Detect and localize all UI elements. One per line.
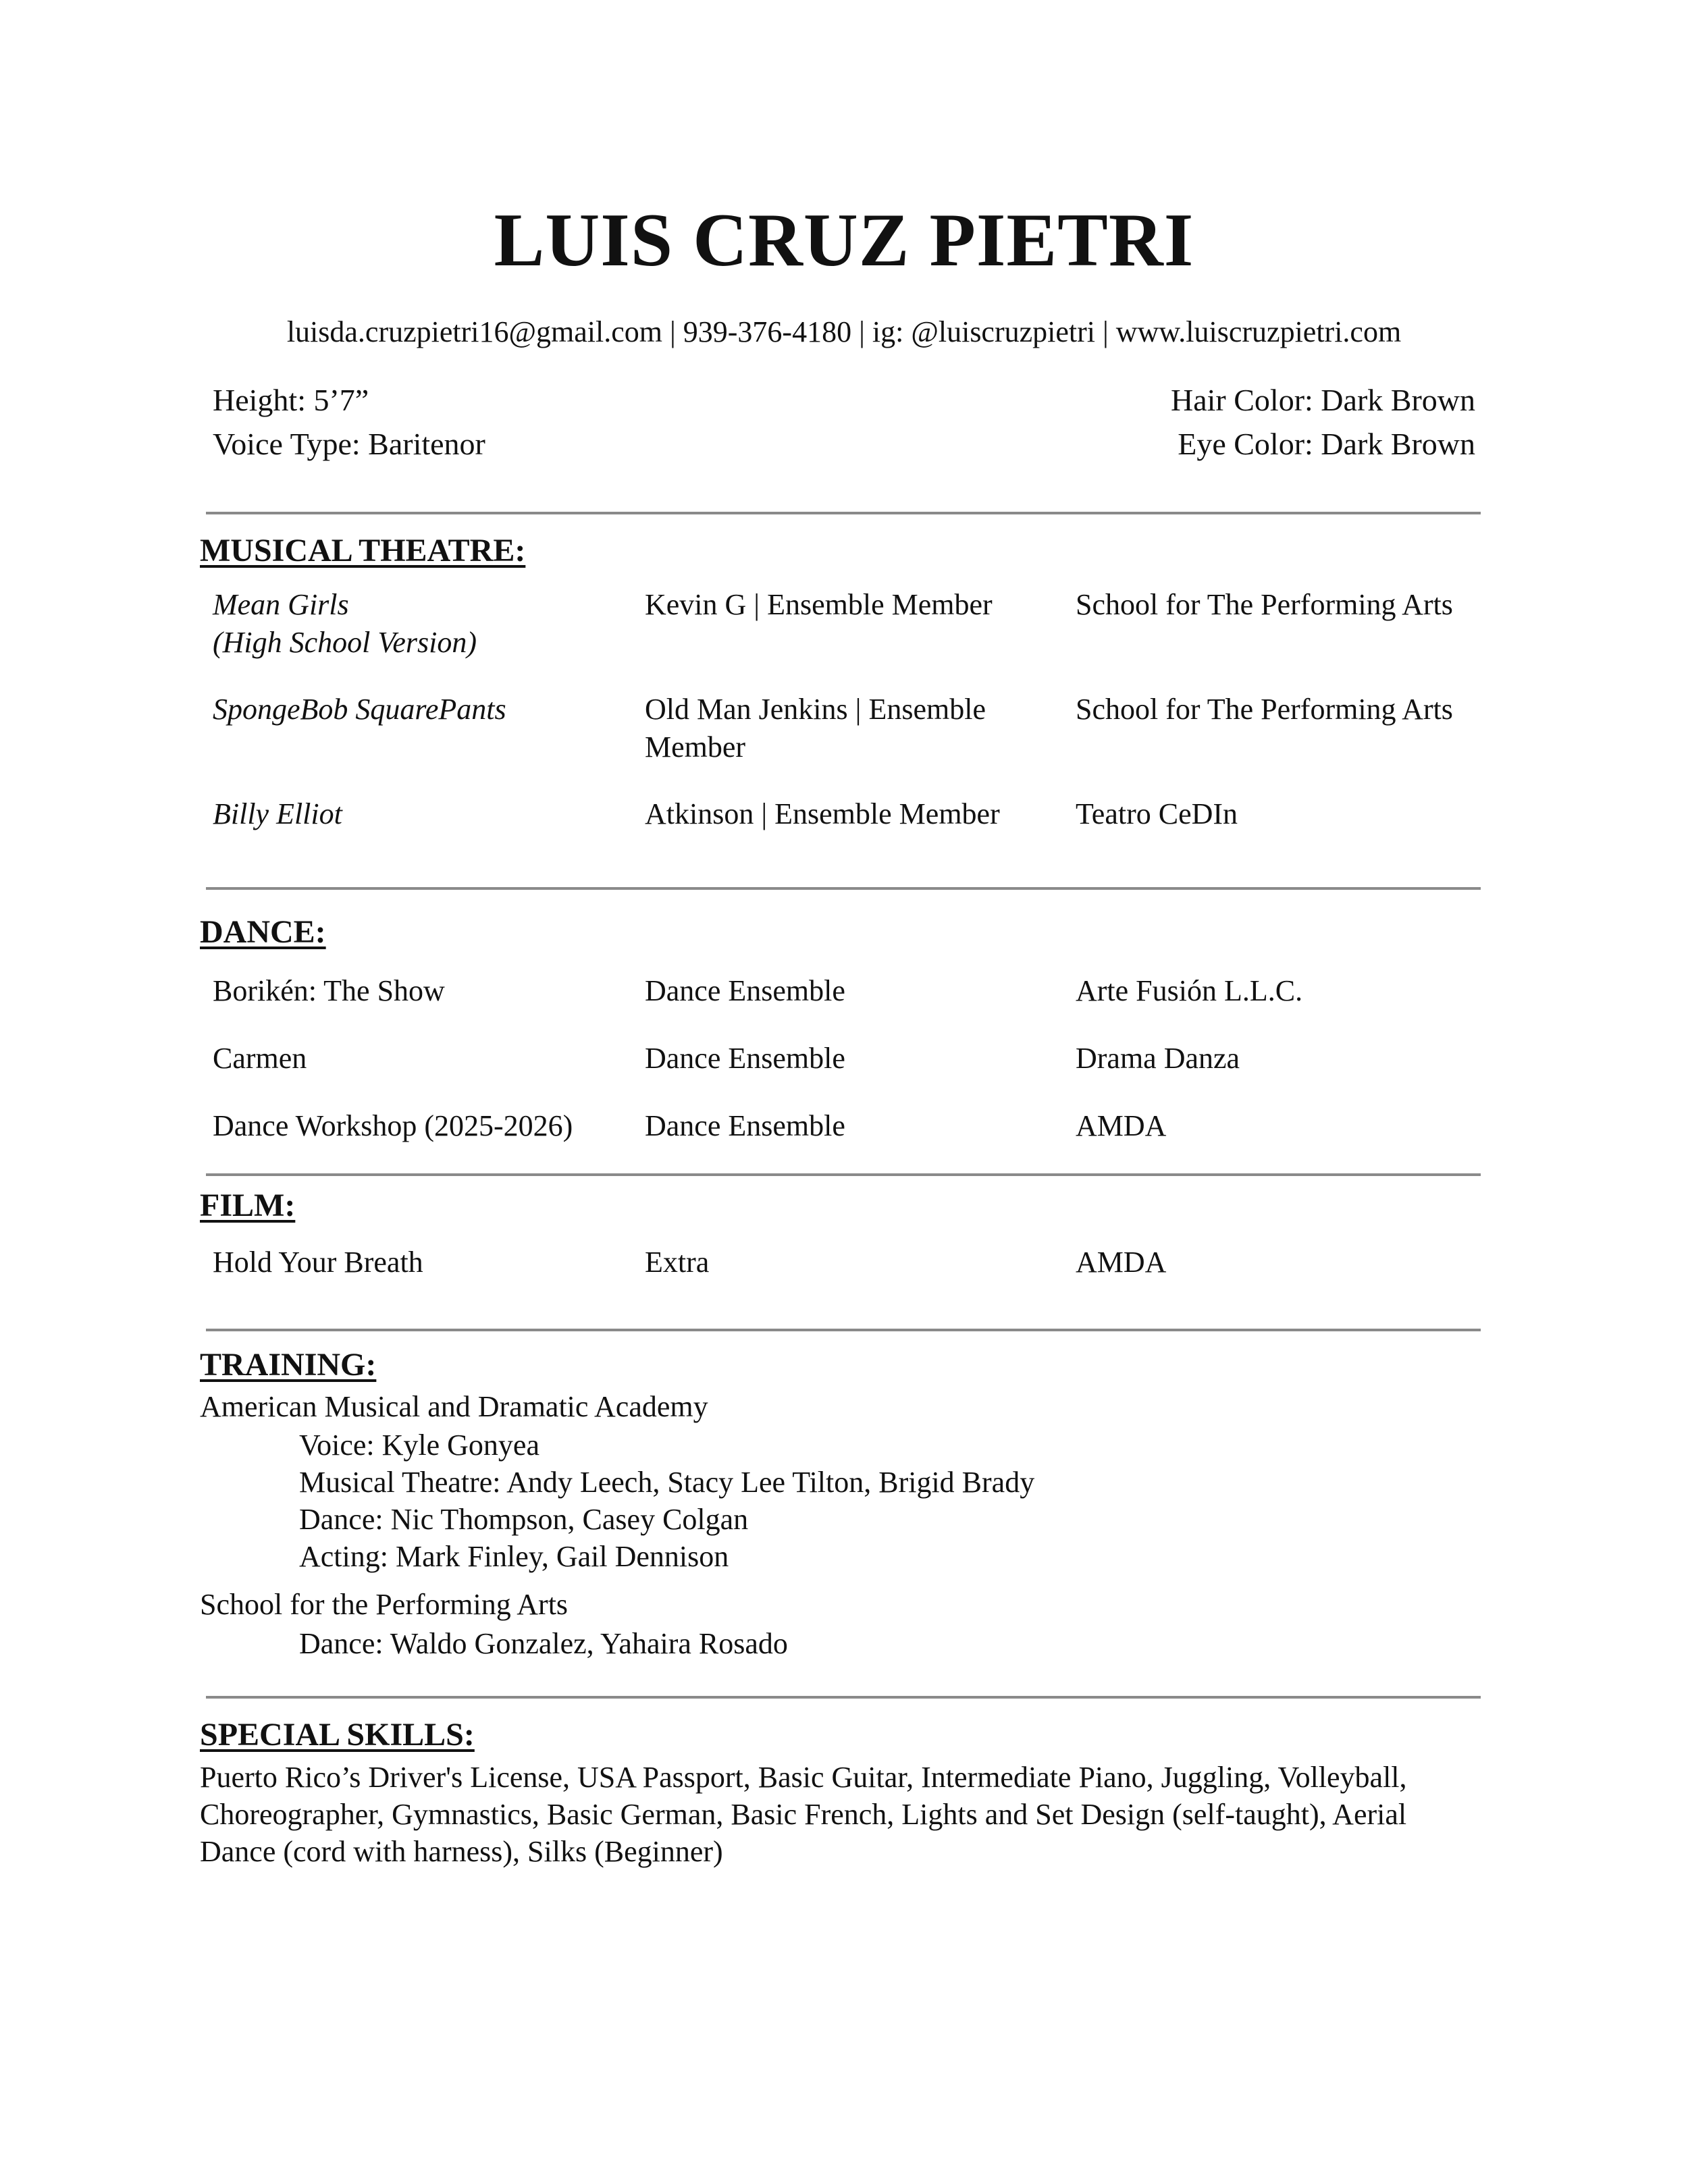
dance-heading: DANCE: [200, 914, 326, 950]
section-divider [206, 1173, 1481, 1176]
actor-name: LUIS CRUZ PIETRI [494, 198, 1194, 282]
voice-type-stat: Voice Type: Baritenor [213, 427, 485, 461]
credit-title: Billy Elliot [213, 797, 342, 830]
musical-theatre-heading: MUSICAL THEATRE: [200, 533, 526, 568]
training-item: Voice: Kyle Gonyea [299, 1429, 539, 1462]
credit-venue: AMDA [1076, 1246, 1167, 1279]
training-heading: TRAINING: [200, 1347, 377, 1383]
section-divider [206, 1696, 1481, 1699]
credit-venue: School for The Performing Arts [1076, 693, 1453, 726]
credit-venue: Drama Danza [1076, 1042, 1240, 1075]
training-item: Acting: Mark Finley, Gail Dennison [299, 1540, 729, 1573]
special-skills-text: Puerto Rico’s Driver's License, USA Passport, Basic Guitar, Intermediate Piano, Juggling, Volleyball, Choreographer, Gymnastics, Basic German, Basic French, Lights and Set Design (self-taught), Aerial Dance (cord with harness), Silks (Beginner) [200, 1761, 1407, 1868]
credit-role: Old Man Jenkins | Ensemble Member [645, 693, 986, 764]
credit-venue: School for The Performing Arts [1076, 588, 1453, 621]
credit-role: Dance Ensemble [645, 1042, 845, 1075]
credit-role: Atkinson | Ensemble Member [645, 797, 1000, 830]
credit-title [213, 586, 618, 662]
credit-role: Dance Ensemble [645, 1109, 845, 1142]
section-divider [206, 1329, 1481, 1331]
credit-title: Borikén: The Show [213, 974, 445, 1007]
credit-title: Hold Your Breath [213, 1246, 423, 1279]
show-subtitle: (High School Version) [213, 626, 477, 659]
section-divider [206, 512, 1481, 514]
show-title: Mean Girls [213, 588, 349, 621]
credit-title: Carmen [213, 1042, 307, 1075]
eye-color-stat: Eye Color: Dark Brown [1178, 427, 1475, 461]
height-stat: Height: 5’7” [213, 383, 369, 417]
training-school: American Musical and Dramatic Academy [200, 1390, 708, 1423]
credit-role: Kevin G | Ensemble Member [645, 588, 993, 621]
film-heading: FILM: [200, 1188, 296, 1223]
credit-title: Dance Workshop (2025-2026) [213, 1109, 573, 1142]
credit-title: SpongeBob SquarePants [213, 693, 506, 726]
credit-role: Extra [645, 1246, 710, 1279]
credit-venue: Teatro CeDIn [1076, 797, 1238, 830]
training-item: Dance: Nic Thompson, Casey Colgan [299, 1503, 749, 1536]
section-divider [206, 887, 1481, 890]
training-school: School for the Performing Arts [200, 1588, 569, 1621]
contact-line: luisda.cruzpietri16@gmail.com | 939-376-4180 | ig: @luiscruzpietri | www.luiscruzpietri.com [286, 315, 1402, 348]
credit-venue: Arte Fusión L.L.C. [1076, 974, 1303, 1007]
credit-venue: AMDA [1076, 1109, 1167, 1142]
training-item: Musical Theatre: Andy Leech, Stacy Lee Tilton, Brigid Brady [299, 1466, 1035, 1499]
hair-color-stat: Hair Color: Dark Brown [1171, 383, 1475, 417]
training-item: Dance: Waldo Gonzalez, Yahaira Rosado [299, 1627, 788, 1660]
credit-role: Dance Ensemble [645, 974, 845, 1007]
special-skills-heading: SPECIAL SKILLS: [200, 1717, 475, 1753]
